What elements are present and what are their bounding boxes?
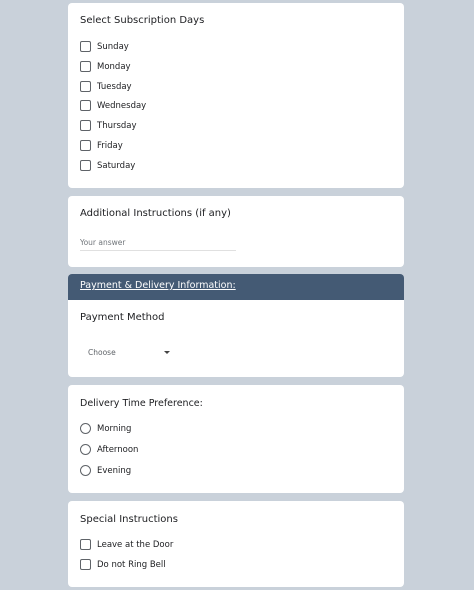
- radio-morning[interactable]: [80, 423, 131, 434]
- radio-evening[interactable]: [80, 465, 131, 476]
- checkbox-icon[interactable]: [80, 81, 91, 92]
- radio-icon[interactable]: [80, 465, 91, 476]
- checkbox-label: Do not Ring Bell: [97, 559, 166, 570]
- radio-afternoon[interactable]: [80, 444, 138, 455]
- payment-method-title: Payment Method: [80, 312, 165, 323]
- additional-instructions-card: [68, 196, 404, 267]
- subscription-days-card: [68, 3, 404, 188]
- checkbox-icon[interactable]: [80, 100, 91, 111]
- checkbox-label: Monday: [97, 61, 131, 72]
- delivery-time-card: [68, 385, 404, 493]
- dropdown-selected-value: Choose: [88, 347, 116, 357]
- radio-label: Evening: [97, 465, 132, 476]
- special-instructions-card: [68, 501, 404, 587]
- checkbox-tuesday[interactable]: [80, 81, 132, 92]
- radio-icon[interactable]: [80, 423, 91, 434]
- special-instructions-title: Special Instructions: [80, 514, 178, 525]
- checkbox-icon[interactable]: [80, 140, 91, 151]
- checkbox-icon[interactable]: [80, 61, 91, 72]
- checkbox-icon[interactable]: [80, 539, 91, 550]
- radio-label: Morning: [97, 423, 132, 434]
- radio-icon[interactable]: [80, 444, 91, 455]
- checkbox-monday[interactable]: [80, 61, 131, 72]
- additional-instructions-title: Additional Instructions (if any): [80, 208, 231, 219]
- checkbox-thursday[interactable]: [80, 120, 137, 131]
- checkbox-leave-at-door[interactable]: [80, 539, 173, 550]
- checkbox-saturday[interactable]: [80, 160, 135, 171]
- payment-method-card: [68, 300, 404, 377]
- checkbox-label: Tuesday: [97, 81, 132, 92]
- radio-label: Afternoon: [97, 444, 139, 455]
- checkbox-icon[interactable]: [80, 120, 91, 131]
- section-header-title: Payment & Delivery Information:: [80, 280, 236, 291]
- additional-instructions-input[interactable]: [80, 238, 236, 251]
- checkbox-friday[interactable]: [80, 140, 123, 151]
- delivery-time-title: Delivery Time Preference:: [80, 398, 203, 409]
- checkbox-label: Sunday: [97, 41, 129, 52]
- caret-down-icon: [164, 351, 170, 354]
- payment-method-dropdown[interactable]: [88, 345, 170, 359]
- checkbox-label: Leave at the Door: [97, 539, 174, 550]
- checkbox-icon[interactable]: [80, 160, 91, 171]
- checkbox-label: Wednesday: [97, 100, 147, 111]
- checkbox-icon[interactable]: [80, 559, 91, 570]
- checkbox-label: Thursday: [97, 120, 137, 131]
- checkbox-do-not-ring-bell[interactable]: [80, 559, 166, 570]
- checkbox-icon[interactable]: [80, 41, 91, 52]
- checkbox-label: Saturday: [97, 160, 136, 171]
- checkbox-sunday[interactable]: [80, 41, 129, 52]
- checkbox-label: Friday: [97, 140, 123, 151]
- checkbox-wednesday[interactable]: [80, 100, 146, 111]
- payment-delivery-section-header: [68, 274, 404, 300]
- subscription-days-title: Select Subscription Days: [80, 15, 205, 26]
